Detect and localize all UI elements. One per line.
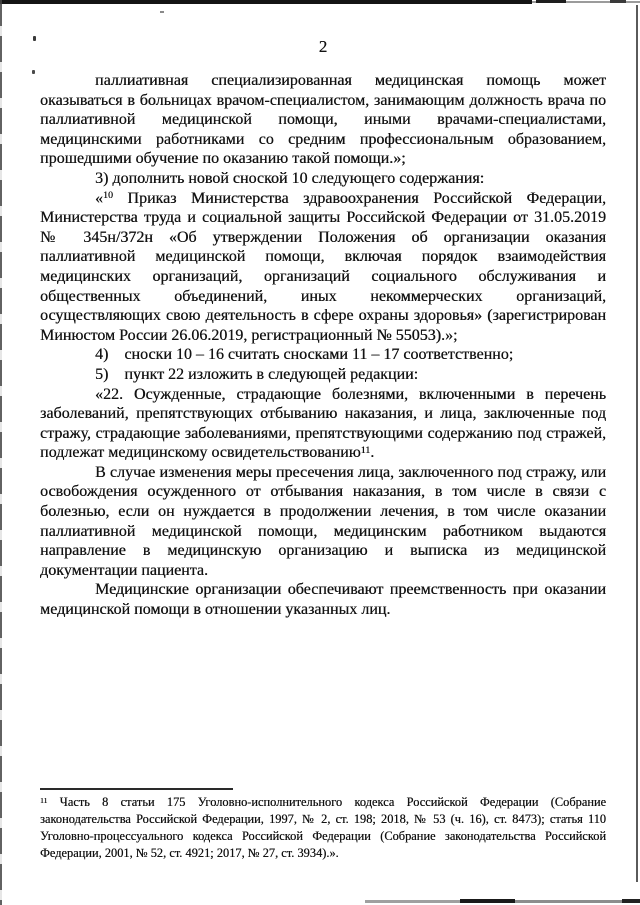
- scan-speck: [32, 70, 35, 74]
- page-number: 2: [318, 37, 328, 56]
- item-4-text: сноски 10 – 16 считать сносками 11 – 17 соответственно;: [124, 346, 514, 364]
- paragraph-item-3: 3) дополнить новой сноской 10 следующего содержания:: [95, 169, 485, 187]
- paragraph-point-22: [40, 385, 606, 463]
- item-4-number: 4): [95, 346, 109, 364]
- scan-top-edge-dash: [610, 0, 626, 3]
- paragraph-palliative-care: паллиативная специализированная медицинская помощь может оказываться в больницах врачом-специалистом, занимающим должность врача по паллиативной медицинской помощи, иными врачами-специалистами, медицинскими работниками со средним профессиональным образованием, прошедшими обучение по оказанию такой помощи.»;: [40, 72, 606, 168]
- point-22-text: «22. Осужденные, страдающие болезнями, включенными в перечень заболеваний, препятствующих отбыванию наказания, и лица, заключенные под стражу, страдающие заболеваниями, препятствующими содержанию под стражей, подлежат медицинскому освидетельствованию: [40, 385, 606, 462]
- footnote-10-quote-text: Приказ Министерства здравоохранения Российской Федерации, Министерства труда и социальной защиты Российской Федерации от 31.05.2019 № 345н/372н «Об утверждении Положения об организации оказания паллиативной медицинской помощи, включая порядок взаимодействия медицинских организаций, организаций социального обслуживания и общественных объединений, иных некоммерческих организаций, осуществляющих свою деятельность в сфере охраны здоровья» (зарегистрирован Минюстом России 26.06.2019, регистрационный № 55053).»;: [40, 189, 606, 344]
- footnote-11-marker: 11: [40, 795, 48, 805]
- quote-open-mark: «: [95, 189, 103, 207]
- paragraph-item-5: [40, 365, 606, 385]
- item-5-number: 5): [95, 365, 109, 383]
- footnote-section: [40, 788, 606, 862]
- item-5-text: пункт 22 изложить в следующей редакции:: [124, 365, 419, 383]
- scan-right-edge-line: [636, 5, 638, 882]
- scan-left-edge-line: [0, 0, 2, 905]
- footnote-11-reference: 11: [360, 444, 371, 456]
- scan-top-edge-dash: [536, 0, 566, 3]
- footnote-11-body: Часть 8 статьи 175 Уголовно-исполнительного кодекса Российской Федерации (Собрание законодательства Российской Федерации, 1997, № 2, ст. 198; 2018, № 53 (ч. 16), ст. 8473); статья 110 Уголовно-процессуального кодекса Российской Федерации (Собрание законодательства Российской Федерации, 2001, № 52, ст. 4921; 2017, № 27, ст. 3934).».: [40, 795, 606, 860]
- scan-speck: [33, 36, 36, 41]
- document-body: [40, 71, 606, 620]
- paragraph-footnote-10-quote: [40, 189, 606, 346]
- point-22-period: .: [370, 444, 375, 462]
- scan-top-edge-bar: [0, 0, 532, 4]
- footnote-10-superscript: 10: [103, 190, 113, 202]
- scan-bottom-edge-segment: [515, 900, 622, 903]
- paragraph-item-4: [40, 345, 606, 365]
- footnote-separator: [40, 788, 233, 790]
- scan-bottom-edge-segment: [622, 899, 640, 903]
- scan-bottom-edge-segment: [460, 899, 515, 903]
- paragraph-continuity: Медицинские организации обеспечивают преемственность при оказании медицинской помощи в отношении указанных лиц.: [40, 581, 606, 619]
- scan-bottom-edge-segment: [365, 900, 460, 903]
- scan-speck: [160, 11, 164, 13]
- footnote-11-text: [40, 794, 606, 862]
- paragraph-measure-change: В случае изменения меры пресечения лица, заключенного под стражу, или освобождения осужденного от отбывания наказания, в том числе в связи с болезнью, если он нуждается в продолжении лечения, в том числе оказании паллиативной медицинской помощи, медицинским работником выдаются направление в медицинскую организацию и выписка из медицинской документации пациента.: [40, 463, 606, 579]
